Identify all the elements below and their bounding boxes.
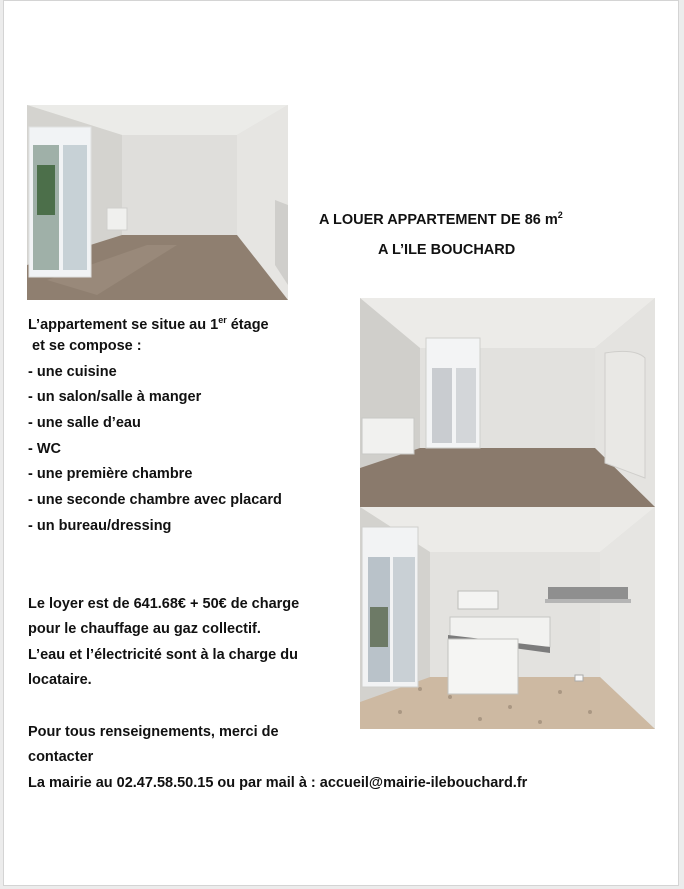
room-item: - un salon/salle à manger <box>28 389 202 405</box>
rent-line: locataire. <box>28 672 92 688</box>
intro-text: L’appartement se situe au 1 <box>28 316 219 333</box>
rent-line: pour le chauffage au gaz collectif. <box>28 621 261 637</box>
bedroom-photo <box>360 298 655 507</box>
rent-line: Le loyer est de 641.68€ + 50€ de charge <box>28 596 300 612</box>
contact-line: contacter <box>28 749 94 765</box>
kitchen-photo <box>360 507 655 729</box>
rent-line: L’eau et l’électricité sont à la charge du <box>28 647 298 663</box>
room-item: - une seconde chambre avec placard <box>28 492 282 508</box>
contact-line: Pour tous renseignements, merci de <box>28 724 279 740</box>
ad-title-unit-exponent: 2 <box>557 210 563 220</box>
intro-line-1 <box>28 311 269 334</box>
intro-floor-word: étage <box>226 316 269 333</box>
room-item: - un bureau/dressing <box>28 518 172 534</box>
room-item: - une salle d’eau <box>28 415 141 431</box>
ad-location: A L’ILE BOUCHARD <box>378 242 516 258</box>
room-item: - WC <box>28 441 62 457</box>
room-item: - une première chambre <box>28 466 193 482</box>
ad-title-text: A LOUER APPARTEMENT DE 86 m <box>319 211 558 228</box>
room-item: - une cuisine <box>28 364 117 380</box>
contact-line: La mairie au 02.47.58.50.15 ou par mail à : accueil@mairie-ilebouchard.fr <box>28 775 528 791</box>
floor-superscript: er <box>218 315 227 325</box>
living-room-photo <box>27 105 288 300</box>
intro-line-2: et se compose : <box>32 338 142 354</box>
ad-title <box>319 206 563 229</box>
document-page <box>3 0 679 886</box>
